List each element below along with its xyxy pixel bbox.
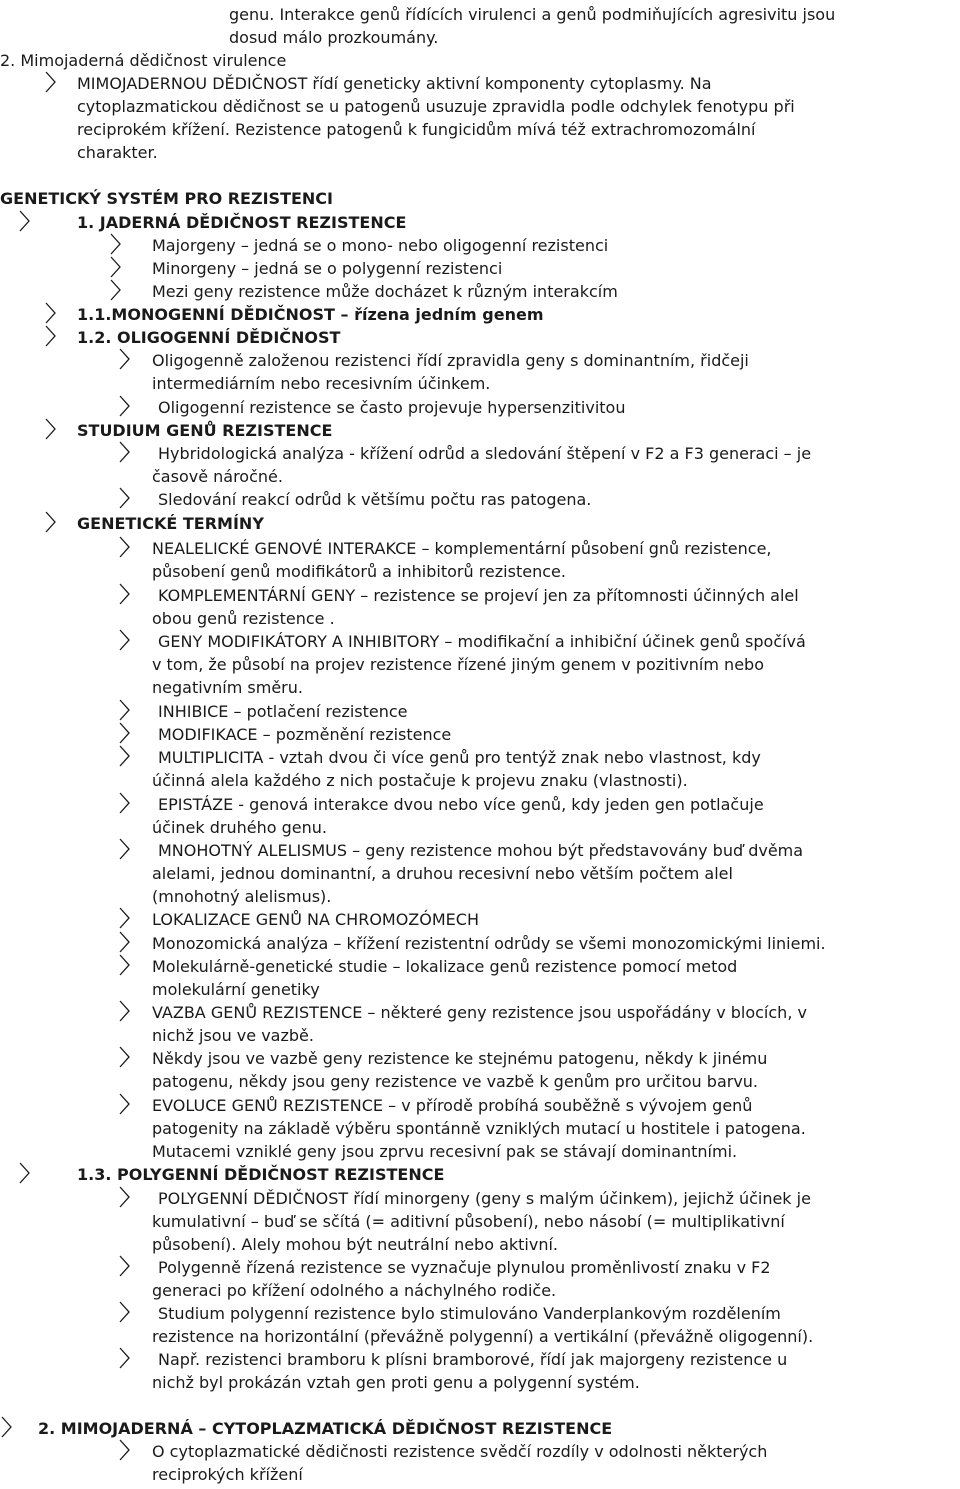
text-line: GENY MODIFIKÁTORY A INHIBITORY – modifikační a inhibiční účinek genů spočívá	[158, 632, 806, 651]
bullet-icon	[118, 1255, 130, 1277]
bullet-icon	[118, 536, 130, 558]
text-line: Sledování reakcí odrůd k většímu počtu ras patogena.	[158, 490, 592, 509]
text-line: cytoplazmatickou dědičnost se u patogenů usuzuje zpravidla podle odchylek fenotypu při	[77, 97, 795, 116]
text-line: kumulativní – buď se sčítá (= aditivní působení), nebo násobí (= multiplikativní	[152, 1212, 785, 1231]
bullet-icon	[118, 722, 130, 744]
text-line: (mnohotný alelismus).	[152, 887, 332, 906]
text-line: reciprokých křížení	[152, 1465, 303, 1484]
text-line: INHIBICE – potlačení rezistence	[158, 702, 408, 721]
text-line: LOKALIZACE GENŮ NA CHROMOZÓMECH	[152, 910, 479, 929]
bullet-icon	[118, 395, 130, 417]
text-line: rezistence na horizontální (převážně polygenní) a vertikální (převážně oligogenní).	[152, 1327, 814, 1346]
subsection-heading: STUDIUM GENŮ REZISTENCE	[77, 421, 333, 440]
text-line: účinek druhého genu.	[152, 818, 327, 837]
text-line: dosud málo prozkoumány.	[229, 28, 439, 47]
bullet-icon	[118, 629, 130, 651]
text-line: intermediárním nebo recesivním účinkem.	[152, 374, 491, 393]
text-line: MIMOJADERNOU DĚDIČNOST řídí geneticky aktivní komponenty cytoplasmy. Na	[77, 74, 712, 93]
subsection-heading: GENETICKÉ TERMÍNY	[77, 514, 264, 533]
bullet-icon	[109, 233, 121, 255]
bullet-icon	[118, 1046, 130, 1068]
text-line: KOMPLEMENTÁRNÍ GENY – rezistence se projeví jen za přítomnosti účinných alel	[158, 586, 799, 605]
bullet-icon	[118, 487, 130, 509]
text-line: Někdy jsou ve vazbě geny rezistence ke stejnému patogenu, někdy k jinému	[152, 1049, 768, 1068]
bullet-icon	[118, 954, 130, 976]
bullet-icon	[118, 699, 130, 721]
bullet-icon	[118, 1301, 130, 1323]
bullet-icon	[118, 1439, 130, 1461]
bullet-icon	[18, 210, 30, 232]
text-line: Mutacemi vzniklé geny jsou zprvu recesivní pak se stávají dominantními.	[152, 1142, 738, 1161]
text-line: Např. rezistenci bramboru k plísni bramborové, řídí jak majorgeny rezistence u	[158, 1350, 788, 1369]
text-line: MNOHOTNÝ ALELISMUS – geny rezistence mohou být představovány buď dvěma	[158, 841, 804, 860]
bullet-icon	[118, 838, 130, 860]
text-line: molekulární genetiky	[152, 980, 320, 999]
text-line: Studium polygenní rezistence bylo stimulováno Vanderplankovým rozdělením	[158, 1304, 781, 1323]
text-line: MULTIPLICITA - vztah dvou či více genů pro tentýž znak nebo vlastnost, kdy	[158, 748, 761, 767]
text-line: Monozomická analýza – křížení rezistentní odrůdy se všemi monozomickými liniemi.	[152, 934, 826, 953]
text-line: časově náročné.	[152, 467, 283, 486]
text-line: negativním směru.	[152, 678, 303, 697]
text-line: EPISTÁZE - genová interakce dvou nebo více genů, kdy jeden gen potlačuje	[158, 795, 764, 814]
text-line: EVOLUCE GENŮ REZISTENCE – v přírodě probíhá souběžně s vývojem genů	[152, 1096, 753, 1115]
subsection-heading: 1.2. OLIGOGENNÍ DĚDIČNOST	[77, 328, 341, 347]
text-line: genu. Interakce genů řídících virulenci a genů podmiňujících agresivitu jsou	[229, 5, 836, 24]
text-line: Hybridologická analýza - křížení odrůd a sledování štěpení v F2 a F3 generaci – je	[158, 444, 812, 463]
bullet-icon	[118, 441, 130, 463]
text-line: nichž byl prokázán vztah gen proti genu a polygenní systém.	[152, 1373, 640, 1392]
subsection-heading: 1.3. POLYGENNÍ DĚDIČNOST REZISTENCE	[77, 1165, 445, 1184]
text-line: Oligogenně založenou rezistenci řídí zpravidla geny s dominantním, řidčeji	[152, 351, 749, 370]
text-line: Molekulárně-genetické studie – lokalizace genů rezistence pomocí metod	[152, 957, 738, 976]
bullet-icon	[118, 1186, 130, 1208]
subsection-heading: 1. JADERNÁ DĚDIČNOST REZISTENCE	[77, 213, 407, 232]
text-line: O cytoplazmatické dědičnosti rezistence svědčí rozdíly v odolnosti některých	[152, 1442, 768, 1461]
text-line: působení). Alely mohou být neutrální nebo aktivní.	[152, 1235, 559, 1254]
bullet-icon	[0, 1416, 12, 1438]
text-line: Majorgeny – jedná se o mono- nebo oligogenní rezistenci	[152, 236, 609, 255]
text-line: Minorgeny – jedná se o polygenní rezistenci	[152, 259, 503, 278]
section-heading: GENETICKÝ SYSTÉM PRO REZISTENCI	[0, 189, 333, 208]
text-line: charakter.	[77, 143, 158, 162]
text-line: alelami, jednou dominantní, a druhou recesivní nebo větším počtem alel	[152, 864, 733, 883]
bullet-icon	[118, 348, 130, 370]
bullet-icon	[118, 583, 130, 605]
bullet-icon	[118, 1000, 130, 1022]
bullet-icon	[118, 1347, 130, 1369]
bullet-icon	[109, 256, 121, 278]
text-line: generaci po křížení odolného a náchylného rodiče.	[152, 1281, 557, 1300]
bullet-icon	[44, 71, 56, 93]
text-line: Mezi geny rezistence může docházet k různým interakcím	[152, 282, 618, 301]
text-line: působení genů modifikátorů a inhibitorů rezistence.	[152, 562, 566, 581]
bullet-icon	[18, 1162, 30, 1184]
bullet-icon	[44, 325, 56, 347]
text-line: nichž jsou ve vazbě.	[152, 1026, 314, 1045]
text-line: MODIFIKACE – pozměnění rezistence	[158, 725, 452, 744]
text-line: obou genů rezistence .	[152, 609, 335, 628]
bullet-icon	[118, 1093, 130, 1115]
text-line: v tom, že působí na projev rezistence řízené jiným genem v pozitivním nebo	[152, 655, 764, 674]
text-line: reciprokém křížení. Rezistence patogenů k fungicidům mívá též extrachromozomální	[77, 120, 756, 139]
bullet-icon	[118, 745, 130, 767]
bullet-icon	[118, 792, 130, 814]
bullet-icon	[109, 279, 121, 301]
bullet-icon	[44, 418, 56, 440]
text-line: POLYGENNÍ DĚDIČNOST řídí minorgeny (geny s malým účinkem), jejichž účinek je	[158, 1189, 811, 1208]
text-line: patogenity na základě výběru spontánně vzniklých mutací u hostitele i patogena.	[152, 1119, 806, 1138]
bullet-icon	[44, 511, 56, 533]
bullet-icon	[118, 931, 130, 953]
bullet-icon	[118, 907, 130, 929]
text-line: NEALELICKÉ GENOVÉ INTERAKCE – komplementární působení gnů rezistence,	[152, 539, 772, 558]
subsection-heading: 1.1.MONOGENNÍ DĚDIČNOST – řízena jedním genem	[77, 305, 544, 324]
text-line: Oligogenní rezistence se často projevuje hypersenzitivitou	[158, 398, 626, 417]
text-line: VAZBA GENŮ REZISTENCE – některé geny rezistence jsou uspořádány v blocích, v	[152, 1003, 807, 1022]
text-line: patogenu, někdy jsou geny rezistence ve vazbě k genům pro určitou barvu.	[152, 1072, 759, 1091]
list-item-heading: 2. Mimojaderná dědičnost virulence	[0, 51, 287, 70]
text-line: účinná alela každého z nich postačuje k projevu znaku (vlastnosti).	[152, 771, 688, 790]
subsection-heading: 2. MIMOJADERNÁ – CYTOPLAZMATICKÁ DĚDIČNOST REZISTENCE	[38, 1419, 613, 1438]
text-line: Polygenně řízená rezistence se vyznačuje plynulou proměnlivostí znaku v F2	[158, 1258, 771, 1277]
bullet-icon	[44, 302, 56, 324]
